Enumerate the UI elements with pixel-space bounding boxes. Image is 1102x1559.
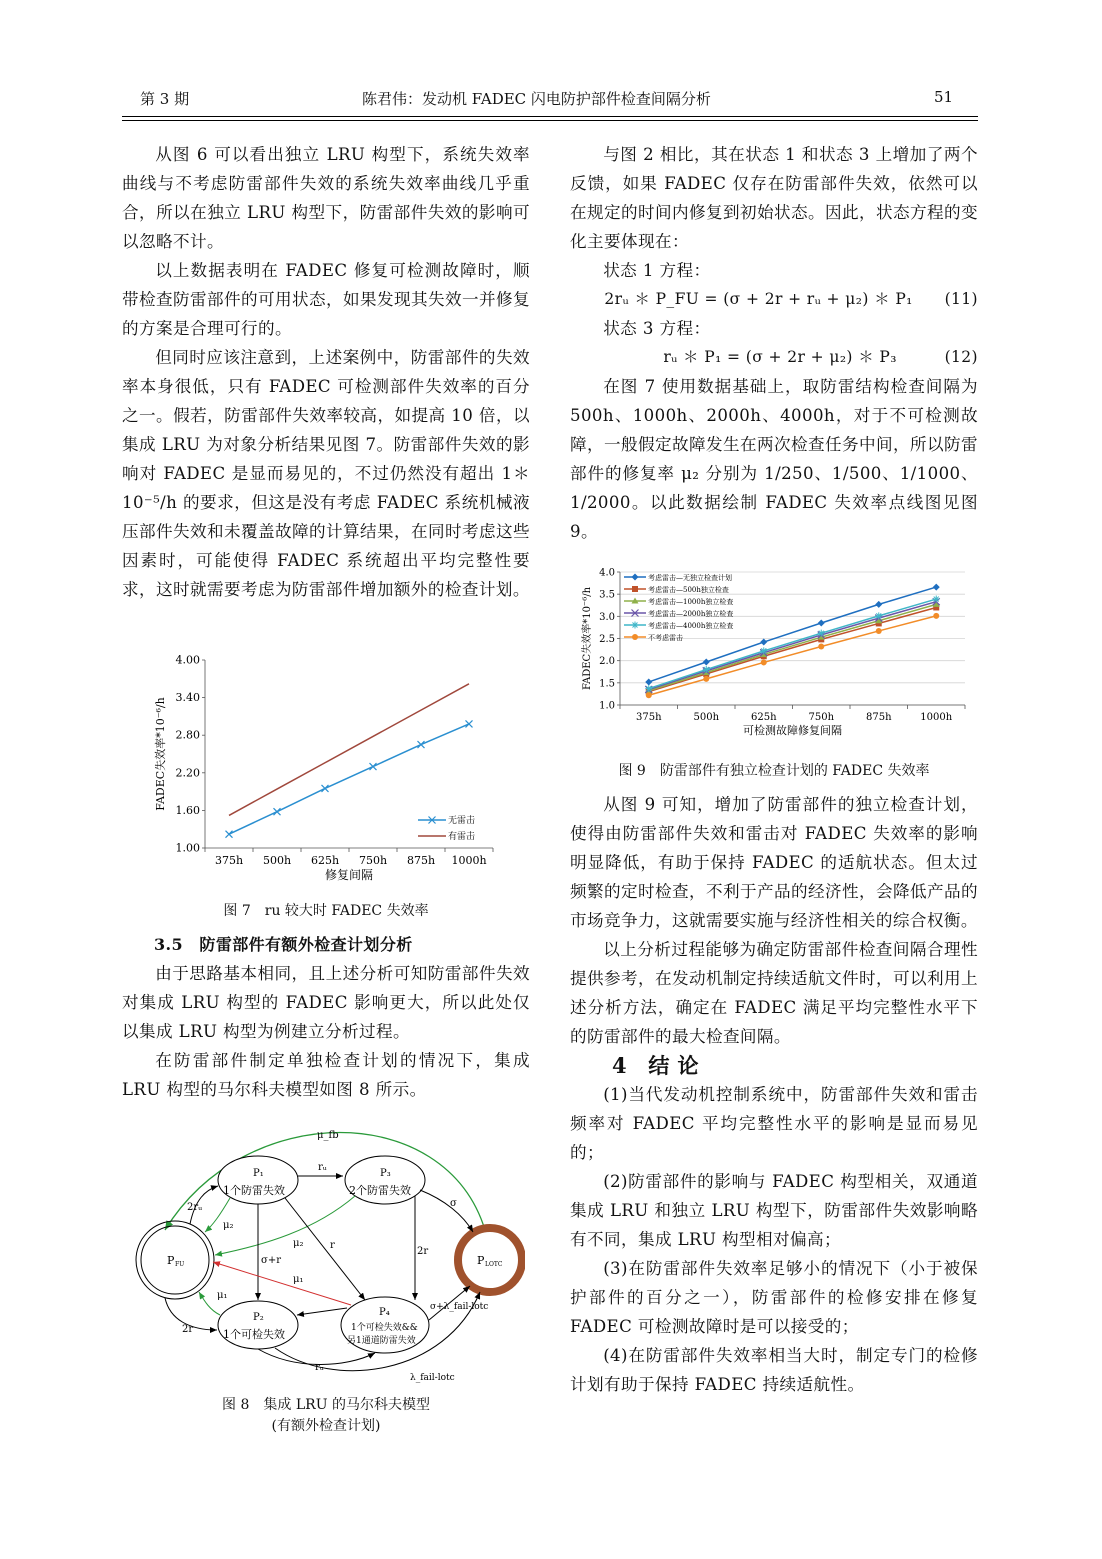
paragraph: 在图 7 使用数据基础上，取防雷结构检查间隔为 500h、1000h、2000h、4000h，对于不可检测故障，一般假定故障发生在两次检查任务中间，所以防雷部件的修复率 μ₂ 分别为 1/250、1/500、1/1000、1/2000。以此数据绘制 FADEC 失效率点线图见图 9。 xyxy=(570,377,978,541)
y-tick-label: 1.5 xyxy=(599,678,615,690)
label-r: r xyxy=(330,1240,335,1251)
edge-p4-p2 xyxy=(297,1308,347,1315)
label-sigma-r: σ+r xyxy=(261,1255,281,1266)
figure-8-markov-diagram xyxy=(125,1120,525,1385)
y-tick-label: 2.80 xyxy=(175,728,200,742)
legend-label: 考虑雷击—2000h独立检查 xyxy=(648,610,734,618)
series-line xyxy=(229,684,469,816)
page-number: 51 xyxy=(934,88,954,106)
data-point xyxy=(760,639,767,646)
legend-label: 考虑雷击—无独立检查计划 xyxy=(648,574,732,582)
paragraph: 由于思路基本相同，且上述分析可知防雷部件失效对集成 LRU 构型的 FADEC 影响更大，所以此处仅以集成 LRU 构型为例建立分析过程。 xyxy=(122,964,530,1041)
y-tick-label: 1.0 xyxy=(599,700,615,712)
state-pfu xyxy=(141,1226,209,1294)
edge-p4-pfu xyxy=(213,1262,351,1305)
paragraph: 从图 9 可知，增加了防雷部件的独立检查计划，使得由防雷部件失效和雷击对 FADEC 失效率的影响明显降低，有助于保持 FADEC 的适航状态。但太过频繁的定时检查，不利于产品的经济性，会降低产品的市场竞争力，这就需要实施与经济性相关的综合权衡。 xyxy=(570,795,978,930)
legend-marker xyxy=(632,622,639,629)
data-point xyxy=(933,596,940,603)
x-tick-label: 625h xyxy=(750,712,777,723)
x-tick-label: 750h xyxy=(808,712,835,723)
label-mu2-b: μ₂ xyxy=(293,1238,304,1249)
data-point xyxy=(322,785,329,792)
conclusion-1: (1)当代发动机控制系统中，防雷部件失效和雷击频率对 FADEC 平均完整性水平的影响是显而易见的； xyxy=(570,1085,978,1162)
x-tick-label: 1000h xyxy=(451,854,487,867)
y-tick-label: 3.0 xyxy=(599,611,615,623)
state-p2-label: P₂ xyxy=(253,1312,264,1323)
figure-8-caption xyxy=(122,1395,530,1437)
running-header-issue: 第 3 期 xyxy=(140,90,190,108)
data-point xyxy=(646,692,652,698)
label-mu1-a: μ₁ xyxy=(293,1274,304,1285)
equation-12: rᵤ ＊ P₁ = (σ + 2r + μ₂) ＊ P₃ (12) xyxy=(663,348,978,366)
paragraph: 以上分析过程能够为确定防雷部件检查间隔合理性提供参考，在发动机制定持续适航文件时，可以利用上述分析方法，确定在 FADEC 满足平均完整性水平下的防雷部件的最大检查间隔。 xyxy=(570,940,978,1046)
data-point xyxy=(466,720,473,727)
state-plotc-sub: LOTC xyxy=(485,1261,503,1268)
data-point xyxy=(370,763,377,770)
legend-label: 无雷击 xyxy=(448,816,476,826)
legend-label: 考虑雷击—500h独立检查 xyxy=(648,586,729,594)
figure-9-chart xyxy=(580,562,975,747)
data-point xyxy=(818,630,825,637)
state-p2 xyxy=(218,1301,298,1349)
data-point xyxy=(645,685,652,692)
data-point xyxy=(875,601,882,608)
y-tick-label: 4.00 xyxy=(175,653,200,667)
state-p3-label: P₃ xyxy=(380,1168,391,1179)
data-point xyxy=(703,658,710,665)
legend-marker xyxy=(632,634,638,640)
x-tick-label: 875h xyxy=(865,712,892,723)
figure-9-caption: 图 9 防雷部件有独立检查计划的 FADEC 失效率 xyxy=(618,763,930,779)
x-tick-label: 875h xyxy=(406,854,436,867)
section-heading-4: 4 结 论 xyxy=(612,1053,699,1078)
data-point xyxy=(933,613,939,619)
left-column-upper xyxy=(122,140,530,604)
edge-p3-plotc xyxy=(420,1190,473,1232)
label-sigma: σ xyxy=(450,1198,457,1209)
y-tick-label: 4.0 xyxy=(599,567,615,579)
label-2r-vertical: 2r xyxy=(417,1246,429,1257)
running-header-title: 陈君伟：发动机 FADEC 闪电防护部件检查间隔分析 xyxy=(362,90,711,108)
y-tick-label: 2.20 xyxy=(175,766,200,780)
x-tick-label: 375h xyxy=(635,712,662,723)
paragraph: 与图 2 相比，其在状态 1 和状态 3 上增加了两个反馈，如果 FADEC 仅存在防雷部件失效，依然可以在规定的时间内修复到初始状态。因此，状态方程的变化主要体现在： xyxy=(570,145,978,251)
label-sigma-lambda: σ+λ_fail-lotc xyxy=(430,1302,489,1312)
y-tick-label: 1.60 xyxy=(175,803,200,817)
data-point xyxy=(933,584,940,591)
state-p4-label: P₄ xyxy=(379,1307,390,1318)
conclusion-4: (4)在防雷部件失效率相当大时，制定专门的检修计划有助于保持 FADEC 持续适航性。 xyxy=(570,1346,978,1394)
data-point xyxy=(818,619,825,626)
left-column-lower xyxy=(122,930,530,1104)
label-mu2-a: μ₂ xyxy=(223,1220,234,1231)
label-lambda: λ_fail-lotc xyxy=(410,1373,455,1383)
x-tick-label: 500h xyxy=(262,854,292,867)
series-line xyxy=(229,724,469,834)
state-plotc xyxy=(458,1228,522,1292)
state-plotc-label: P xyxy=(477,1254,485,1267)
figure-8-caption-line2: (有额外检查计划) xyxy=(271,1418,381,1434)
data-point xyxy=(875,612,882,619)
x-tick-label: 1000h xyxy=(920,712,953,723)
state-1-label: 状态 1 方程： xyxy=(603,261,711,280)
y-tick-label: 3.5 xyxy=(599,589,615,601)
conclusion-3: (3)在防雷部件失效率足够小的情况下（小于被保护部件的百分之一），防雷部件的检修安排在修复 FADEC 可检测故障时是可以接受的； xyxy=(570,1259,978,1336)
legend-marker xyxy=(632,574,639,581)
y-tick-label: 2.0 xyxy=(599,656,615,668)
x-axis-label: 修复间隔 xyxy=(324,868,374,882)
x-tick-label: 750h xyxy=(358,854,388,867)
section-heading-3-5: 3.5 防雷部件有额外检查计划分析 xyxy=(154,935,413,954)
equation-11: 2rᵤ ＊ P_FU = (σ + 2r + rᵤ + μ₂) ＊ P₁ (11) xyxy=(604,290,978,308)
state-p2-desc: 1个可检失效 xyxy=(223,1328,285,1341)
data-point xyxy=(703,676,709,682)
legend-marker xyxy=(632,586,638,592)
data-point xyxy=(818,643,824,649)
y-tick-label: 3.40 xyxy=(175,691,200,705)
data-point xyxy=(760,647,767,654)
paragraph: 以上数据表明在 FADEC 修复可检测故障时，顺带检查防雷部件的可用状态，如果发现其失效一并修复的方案是合理可行的。 xyxy=(122,261,530,338)
state-pfu-sub: FU xyxy=(175,1261,185,1268)
state-p4-desc-2: 另1通道防雷失效 xyxy=(347,1336,416,1346)
paragraph: 在防雷部件制定单独检查计划的情况下，集成 LRU 构型的马尔科夫模型如图 8 所示。 xyxy=(122,1051,530,1099)
label-mu1-b: μ₁ xyxy=(217,1290,228,1301)
legend-label: 不考虑雷击 xyxy=(648,634,683,642)
series-line xyxy=(649,607,937,691)
x-tick-label: 375h xyxy=(214,854,244,867)
header-rule xyxy=(122,116,978,117)
data-point xyxy=(876,628,882,634)
state-pfu-label: P xyxy=(167,1254,175,1267)
y-tick-label: 2.5 xyxy=(599,634,615,645)
conclusion-2: (2)防雷部件的影响与 FADEC 构型相关，双通道集成 LRU 和独立 LRU 构型下，防雷部件失效影响略有不同，集成 LRU 构型相对偏高； xyxy=(570,1172,978,1249)
data-point xyxy=(703,666,710,673)
figure-8-caption-line1: 图 8 集成 LRU 的马尔科夫模型 xyxy=(222,1397,430,1413)
state-p1-desc: 1个防雷失效 xyxy=(223,1184,285,1197)
x-axis-label: 可检测故障修复间隔 xyxy=(743,724,842,737)
right-column-lower xyxy=(570,790,978,1399)
legend-label: 考虑雷击—4000h独立检查 xyxy=(648,622,734,630)
state-p3-desc: 2个防雷失效 xyxy=(349,1184,411,1197)
state-p4-desc-1: 1个可检失效&& xyxy=(351,1323,418,1333)
state-pfu-outer xyxy=(136,1221,214,1299)
label-mu-fb: μ_fb xyxy=(317,1130,339,1141)
header-rule-thin xyxy=(122,120,978,121)
y-tick-label: 1.00 xyxy=(175,841,200,855)
label-ru-bottom: rᵤ xyxy=(315,1362,324,1373)
legend-label: 有雷击 xyxy=(448,832,476,842)
figure-7-caption: 图 7 ru 较大时 FADEC 失效率 xyxy=(223,903,429,919)
paragraph: 但同时应该注意到，上述案例中，防雷部件的失效率本身很低，只有 FADEC 可检测部件失效率的百分之一。假若，防雷部件失效率较高，如提高 10 倍，以集成 LRU 为对象分析结果见图 7。防雷部件失效的影响对 FADEC 是显而易见的，不过仍然没有超出 1＊10⁻⁵/h 的要求，但这是没有考虑 FADEC 系统机械液压部件失效和未覆盖故障的计算结果，在同时考虑这些因素时，可能使得 FADEC 系统超出平均完整性要求，这时就需要考虑为防雷部件增加额外的检查计划。 xyxy=(122,348,530,599)
edge-mu-fb xyxy=(165,1133,485,1231)
paragraph: 从图 6 可以看出独立 LRU 构型下，系统失效率曲线与不考虑防雷部件失效的系统失效率曲线几乎重合，所以在独立 LRU 构型下，防雷部件失效的影响可以忽略不计。 xyxy=(122,145,530,251)
x-tick-label: 500h xyxy=(693,712,720,723)
legend-label: 考虑雷击—1000h独立检查 xyxy=(648,598,734,606)
label-ru-top: rᵤ xyxy=(318,1162,327,1173)
right-column-upper xyxy=(570,140,978,546)
data-point xyxy=(274,808,281,815)
data-point xyxy=(645,678,652,685)
y-axis-label: FADEC失效率*10⁻⁶/h xyxy=(582,586,593,691)
figure-7-chart xyxy=(150,648,510,893)
x-tick-label: 625h xyxy=(310,854,340,867)
data-point xyxy=(418,741,425,748)
y-axis-label: FADEC失效率*10⁻⁶/h xyxy=(154,697,167,811)
data-point xyxy=(226,831,233,838)
label-2r: 2r xyxy=(182,1324,194,1335)
state-3-label: 状态 3 方程： xyxy=(603,319,711,338)
state-p1-label: P₁ xyxy=(253,1168,264,1179)
data-point xyxy=(761,659,767,665)
label-2ru: 2rᵤ xyxy=(187,1202,203,1213)
